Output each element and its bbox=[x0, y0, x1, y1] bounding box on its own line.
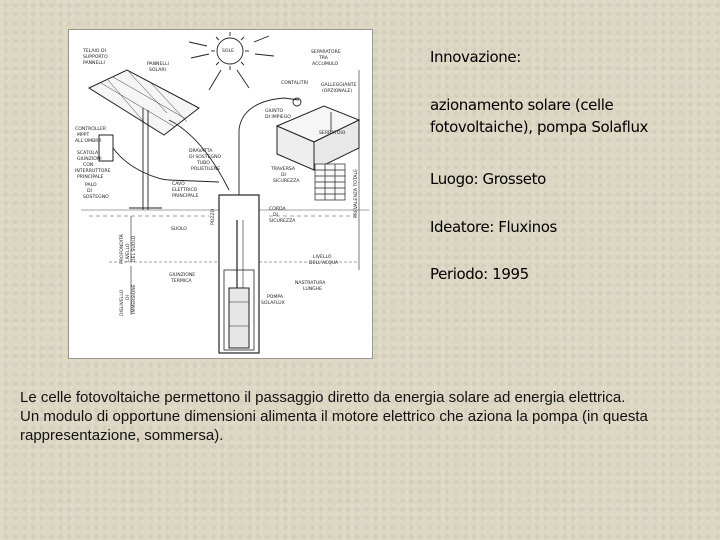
frame-label-1: TELAIO DI bbox=[83, 49, 106, 54]
pole-label-1: PALO bbox=[85, 183, 97, 188]
innovation-heading: Innovazione: bbox=[430, 48, 521, 66]
place-info: Luogo: Grosseto bbox=[430, 170, 546, 188]
crossbar-label-2: DI bbox=[281, 173, 286, 178]
depth-label-1: PROFONDITÀ bbox=[120, 234, 125, 264]
period-info: Periodo: 1995 bbox=[430, 265, 529, 283]
inventor-info: Ideatore: Fluxinos bbox=[430, 218, 557, 236]
float-label-1: GALLEGGIANTE bbox=[321, 83, 357, 88]
junction-label-4: INTERRUTTORE bbox=[75, 169, 111, 174]
frame-label-3: PANNELLI bbox=[83, 61, 105, 66]
pump-label-1: POMPA bbox=[267, 295, 283, 300]
panels-label-1: PANNELLI bbox=[147, 62, 169, 67]
controller-label-1: CONTROLLER bbox=[75, 127, 107, 132]
crossbar-label-1: TRAVERSA bbox=[271, 167, 296, 172]
junction-label-3: CON bbox=[83, 163, 94, 168]
cable-label-2: ELETTRICO bbox=[172, 188, 198, 193]
pipe-joint-label-2: DI SOSTEGNO bbox=[189, 155, 222, 160]
caption-line-2: Un modulo di opportune dimensioni alimenta il motore elettrico che aziona la pompa (in questa rappresentazione, sommersa). bbox=[20, 408, 648, 444]
solar-pump-diagram bbox=[68, 29, 373, 359]
separator-label-1: SEPARATORE bbox=[311, 50, 341, 55]
immersion-label-3: IMMERSIONE bbox=[132, 284, 137, 314]
water-level-label-1: LIVELLO bbox=[313, 255, 332, 260]
junction-label-1: SCATOLA bbox=[77, 151, 99, 156]
sun bbox=[189, 32, 274, 90]
depth-label-2: LIVELLO bbox=[126, 243, 131, 262]
pump-label-2: SOLAFLUX bbox=[261, 301, 285, 306]
float-label-2: (OPZIONALE) bbox=[322, 89, 353, 94]
depth-label-3: DEL SUOLO bbox=[132, 235, 137, 262]
diagram-svg bbox=[69, 30, 372, 358]
immersion-label-1: DISLIVELLO bbox=[120, 289, 125, 316]
joint-label-2: DI IMPIEGO bbox=[265, 115, 291, 120]
tape-label-1: NASTRATURA bbox=[295, 281, 326, 286]
pole-label-2: DI bbox=[87, 189, 92, 194]
brick-support bbox=[315, 164, 345, 200]
innovation-description: azionamento solare (celle fotovoltaiche), pompa Solaflux bbox=[430, 96, 649, 136]
counter-label: CONTALITRI bbox=[281, 81, 309, 86]
sun-label: SOLE bbox=[222, 49, 234, 54]
rope-label-2: DI bbox=[273, 213, 278, 218]
ground-label: SUOLO bbox=[171, 227, 187, 232]
controller-label-3: ALL'OMBRA bbox=[75, 139, 102, 144]
cable-label-1: CAVO bbox=[172, 182, 185, 187]
solar-panel bbox=[89, 70, 199, 135]
thermal-label-1: GIUNZIONE bbox=[169, 273, 196, 278]
water-level-label-2: DELL'ACQUA bbox=[309, 261, 339, 266]
head-label: PREVALENZA TOTALE bbox=[354, 169, 359, 218]
panels-label-2: SOLARI bbox=[149, 68, 166, 73]
separator-label-3: ACCUMULO bbox=[312, 62, 339, 67]
controller-label-2: MPPT bbox=[77, 133, 90, 138]
thermal-label-2: TERMICA bbox=[171, 279, 192, 284]
cable-label-3: PRINCIPALE bbox=[172, 194, 199, 199]
rope-label-3: SICUREZZA bbox=[269, 219, 296, 224]
separator-label-2: TRA bbox=[319, 56, 328, 61]
immersion-label-2: DI bbox=[126, 295, 131, 300]
rope-label-1: CORDA bbox=[269, 207, 286, 212]
pole-label-3: SOSTEGNO bbox=[83, 195, 109, 200]
frame-label-2: SUPPORTO bbox=[83, 55, 108, 60]
pipe-joint-label-1: DRAVATTA bbox=[189, 149, 213, 154]
tape-label-2: LUNGHE bbox=[303, 287, 323, 292]
caption-line-1: Le celle fotovoltaiche permettono il passaggio diretto da energia solare ad energia elettrica. bbox=[20, 389, 626, 406]
pipe-joint-label-4: POLIETILENE bbox=[191, 167, 221, 172]
tank-label: SERBATOIO bbox=[319, 131, 346, 136]
joint-label-1: GIUNTO bbox=[265, 109, 284, 114]
counter-icon bbox=[293, 98, 301, 106]
well-label: POZZO bbox=[211, 208, 216, 225]
caption bbox=[20, 388, 710, 445]
crossbar-label-3: SICUREZZA bbox=[273, 179, 300, 184]
pipe-joint-label-3: TUBO bbox=[197, 161, 210, 166]
junction-label-5: PRINCIPALE bbox=[77, 175, 104, 180]
junction-label-2: GIUNZIONI bbox=[77, 157, 102, 162]
